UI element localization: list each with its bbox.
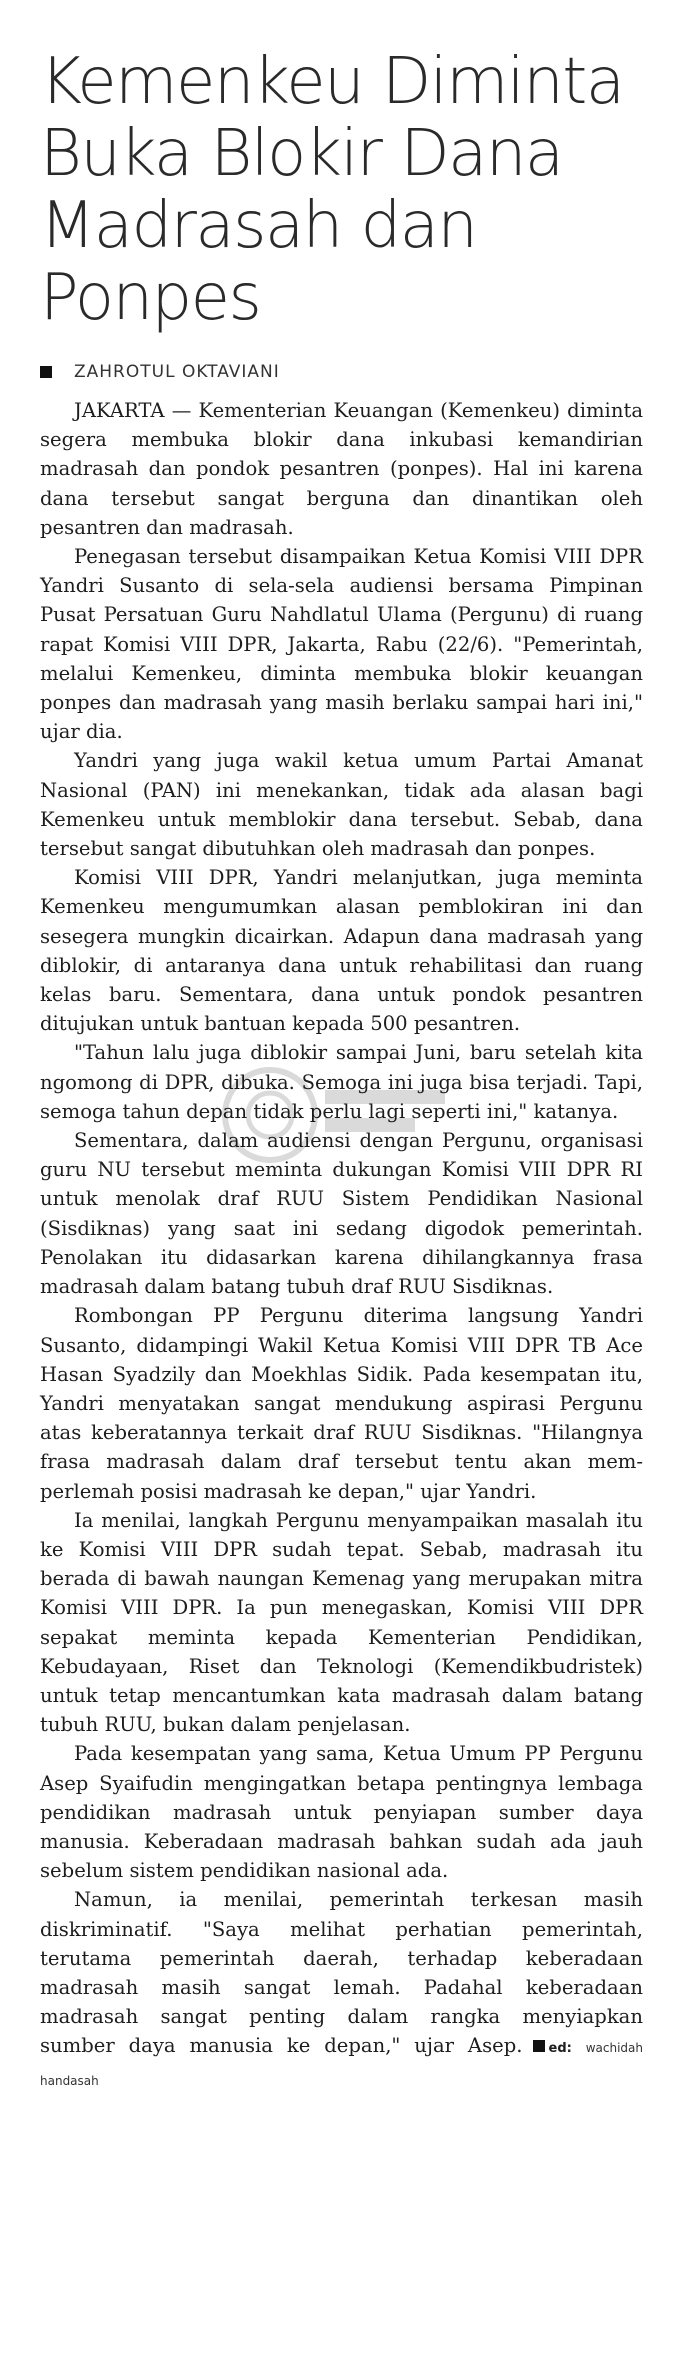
editor-square-icon	[533, 2040, 545, 2052]
headline-line: Kemenkeu Diminta	[40, 45, 624, 119]
paragraph: "Tahun lalu juga diblokir sampai Juni, baru setelah kita ngomong di DPR, dibuka. Semoga ini juga bisa terjadi. Tapi, semoga tahun depan tidak perlu lagi seperti ini," katanya.	[40, 1041, 643, 1123]
byline-square-icon	[40, 366, 52, 378]
byline	[40, 362, 643, 382]
headline	[40, 0, 643, 334]
author-name: ZAHROTUL OKTAVIANI	[74, 362, 280, 382]
paragraph: Komisi VIII DPR, Yandri melanjutkan, juga meminta Kemenkeu mengumumkan alasan pemblokiran ini dan sesegera mungkin dicairkan. Adapun dana madrasah yang diblokir, di antaranya dana untuk rehabilitasi dan ruang kelas baru. Sementara, dana untuk pondok pesantren ditujukan untuk bantuan kepada 500 pesantren.	[40, 866, 643, 1036]
paragraph: Rombongan PP Pergunu diterima langsung Yandri Susanto, didampingi Wakil Ketua Komisi VIII DPR TB Ace Hasan Syadzily dan Moekhlas Sidik. Pada kesempatan itu, Yandri menyatakan sangat mendukung aspirasi Pergunu atas keberatannya terkait draf RUU Sisdiknas. "Hilangnya frasa madrasah dalam draf tersebut tentu akan memperlemah posisi madrasah ke depan," ujar Yandri.	[40, 1304, 643, 1503]
paragraph: Pada kesempatan yang sama, Ketua Umum PP Pergunu Asep Syaifudin mengingatkan betapa pentingnya lembaga pendidikan madrasah untuk penyiapan sumber daya manusia. Keberadaan madrasah bahkan sudah ada jauh sebelum sistem pendidikan nasional ada.	[40, 1742, 643, 1883]
paragraph: Sementara, dalam audiensi dengan Pergunu, organisasi guru NU tersebut meminta dukungan Komisi VIII DPR RI untuk menolak draf RUU Sistem Pendidikan Nasional (Sisdiknas) yang saat ini sedang digodok pemerintah. Penolakan itu didasarkan karena dihilangkannya frasa madrasah dalam batang tubuh draf RUU Sisdiknas.	[40, 1129, 643, 1299]
editor-label: ed:	[548, 2041, 572, 2057]
paragraph-last	[40, 1885, 643, 2095]
article-body	[40, 396, 643, 2096]
headline-line: Buka Blokir Dana	[40, 117, 563, 191]
paragraph-last-text: Namun, ia menilai, pemerintah terkesan masih diskriminatif. "Saya melihat perhatian pemerintah, terutama pemerintah daerah, terhadap keberadaan madrasah masih sangat lemah. Padahal keberadaan madrasah sangat penting dalam rangka menyiapkan sumber daya manusia ke depan," ujar Asep.	[40, 1888, 643, 2058]
headline-line: Ponpes	[40, 261, 261, 335]
paragraph: Penegasan tersebut disampaikan Ketua Komisi VIII DPR Yandri Susanto di sela-sela audiensi bersama Pimpinan Pusat Persatuan Guru Nahdlatul Ulama (Pergunu) di ruang rapat Komisi VIII DPR, Jakarta, Rabu (22/6). "Pemerintah, melalui Kemenkeu, diminta membuka blokir keuangan ponpes dan madrasah yang masih berlaku sampai hari ini," ujar dia.	[40, 545, 643, 744]
paragraph: Ia menilai, langkah Pergunu menyampaikan masalah itu ke Komisi VIII DPR sudah tepat. Sebab, madrasah itu berada di bawah naungan Kemenag yang merupakan mitra Komisi VIII DPR. Ia pun menegaskan, Komisi VIII DPR sepakat meminta kepada Kementerian Pendidikan, Kebudayaan, Riset dan Teknologi (Kemendikbudristek) untuk tetap mencantumkan kata madrasah dalam batang tubuh RUU, bukan dalam penjelasan.	[40, 1508, 643, 1737]
headline-line: Madrasah dan	[40, 189, 477, 263]
paragraph: JAKARTA — Kementerian Keuangan (Kemenkeu) diminta segera membuka blokir dana inkubasi kemandirian madrasah dan pondok pesantren (ponpes). Hal ini karena dana tersebut sangat berguna dan dinantikan oleh pesantren dan madrasah.	[40, 399, 643, 539]
editor-name: wachidah handasah	[40, 2041, 643, 2088]
paragraph: Yandri yang juga wakil ketua umum Partai Amanat Nasional (PAN) ini menekankan, tidak ada alasan bagi Kemenkeu untuk memblokir dana tersebut. Sebab, dana tersebut sangat dibutuhkan oleh madrasah dan ponpes.	[40, 749, 643, 861]
